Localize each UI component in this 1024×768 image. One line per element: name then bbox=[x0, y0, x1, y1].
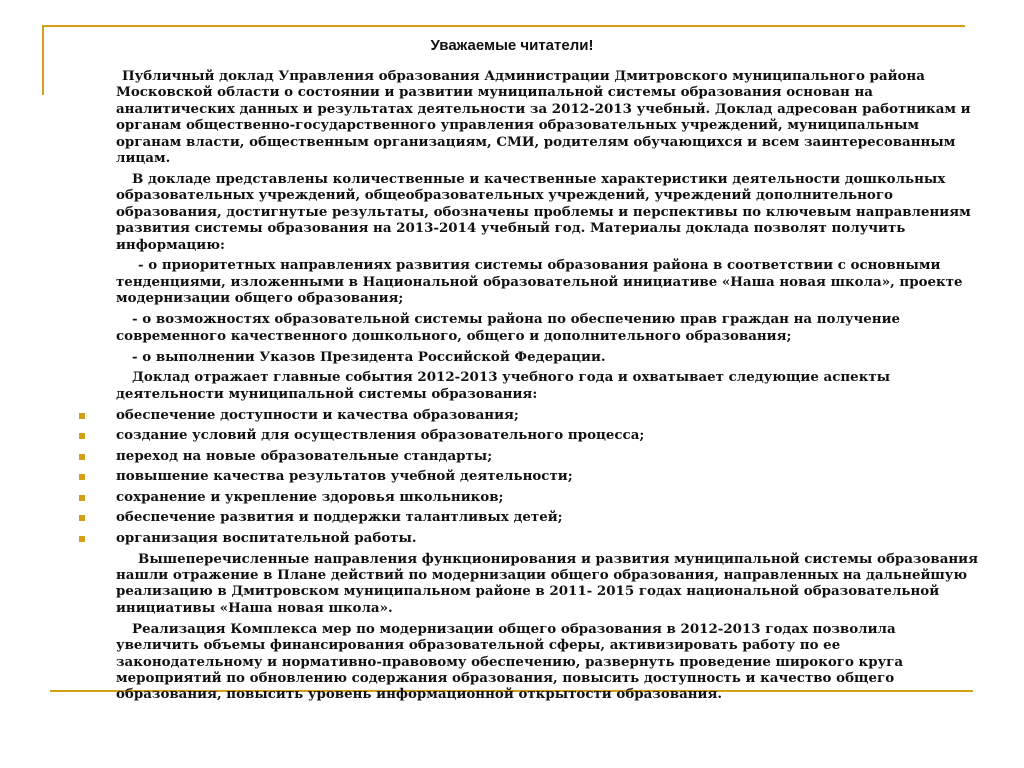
page-title: Уважаемые читатели! bbox=[430, 37, 594, 54]
paragraph-implementation: Реализация Комплекса мер по модернизации общего образования в 2012-2013 годах позволила увеличить объемы финансирования образовательной сферы, активизировать работу по ее законодательному и нормативно-правовому обеспечению, развернуть проведение широкого круга мероприятий по обновлению содержания образования, повысить доступность и качество общего образования, повысить уровень информационной открытости образования. bbox=[116, 620, 904, 703]
dash-item-capabilities: - о возможностях образовательной системы района по обеспечению прав граждан на получение современного качественного дошкольного, общего и дополнительного образования; bbox=[116, 311, 901, 344]
list-item-text: переход на новые образовательные стандарты; bbox=[116, 447, 493, 464]
paragraph-intro: Публичный доклад Управления образования Администрации Дмитровского муниципального района Московской области о состоянии и развитии муниципальной системы образования основан на аналитических данных и результатах деятельности за 2012-2013 учебный. Доклад адресован работникам и органам общественно-государственного управления образовательных учреждений, муниципальным органам власти, общественным организациям, СМИ, родителям обучающихся и всем заинтересованным лицам. bbox=[116, 68, 971, 167]
list-item bbox=[116, 489, 978, 505]
list-item bbox=[116, 448, 978, 464]
paragraph-aspects: Доклад отражает главные события 2012-2013 учебного года и охватывает следующие аспекты деятельности муниципальной системы образования: bbox=[116, 369, 891, 402]
document-body bbox=[116, 68, 978, 707]
list-item bbox=[116, 509, 978, 525]
list-item bbox=[116, 427, 978, 443]
list-item-text: создание условий для осуществления образовательного процесса; bbox=[116, 427, 645, 444]
list-item-text: повышение качества результатов учебной деятельности; bbox=[116, 468, 573, 485]
list-item-text: обеспечение доступности и качества образования; bbox=[116, 406, 519, 423]
square-bullet-icon bbox=[79, 495, 85, 501]
dash-item-priorities: - о приоритетных направлениях развития системы образования района в соответствии с основными тенденциями, изложенными в Национальной образовательной инициативе «Наша новая школа», проекте модернизации общего образования; bbox=[116, 257, 963, 307]
top-divider bbox=[42, 25, 965, 27]
square-bullet-icon bbox=[79, 433, 85, 439]
list-item bbox=[116, 407, 978, 423]
square-bullet-icon bbox=[79, 454, 85, 460]
list-item-text: организация воспитательной работы. bbox=[116, 529, 417, 546]
list-item bbox=[116, 530, 978, 546]
list-item-text: обеспечение развития и поддержки талантливых детей; bbox=[116, 509, 563, 526]
square-bullet-icon bbox=[79, 536, 85, 542]
paragraph-directions: Вышеперечисленные направления функционирования и развития муниципальной системы образования нашли отражение в Плане действий по модернизации общего образования, направленных на дальнейшую реализацию в Дмитровском муниципальном районе в 2011- 2015 годах национальной образовательной инициативы «Наша новая школа». bbox=[116, 550, 979, 616]
paragraph-contents: В докладе представлены количественные и качественные характеристики деятельности дошкольных образовательных учреждений, общеобразовательных учреждений, учреждений дополнительного образования, достигнутые результаты, обозначены проблемы и перспективы по ключевым направлениям развития системы образования на 2013-2014 учебный год. Материалы доклада позволят получить информацию: bbox=[116, 170, 971, 253]
dash-item-decrees: - о выполнении Указов Президента Российской Федерации. bbox=[132, 348, 606, 365]
list-item-text: сохранение и укрепление здоровья школьников; bbox=[116, 488, 504, 505]
aspects-list bbox=[116, 407, 978, 546]
square-bullet-icon bbox=[79, 474, 85, 480]
list-item bbox=[116, 468, 978, 484]
square-bullet-icon bbox=[79, 413, 85, 419]
left-divider bbox=[42, 25, 44, 95]
square-bullet-icon bbox=[79, 515, 85, 521]
